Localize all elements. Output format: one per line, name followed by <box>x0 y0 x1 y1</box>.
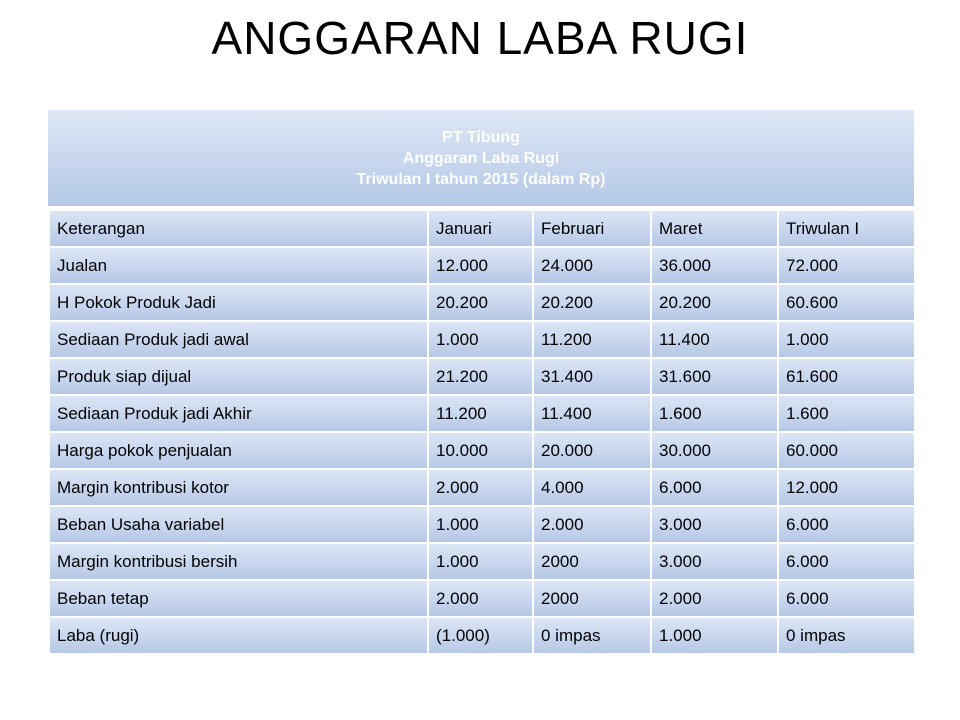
cell-januari: 1.000 <box>428 321 533 358</box>
cell-februari: 11.200 <box>533 321 651 358</box>
cell-triwulan: 60.000 <box>778 432 915 469</box>
cell-triwulan: 6.000 <box>778 543 915 580</box>
table-body <box>49 210 915 654</box>
cell-januari: (1.000) <box>428 617 533 654</box>
cell-februari: 24.000 <box>533 247 651 284</box>
cell-januari: 2.000 <box>428 469 533 506</box>
table-row <box>49 432 915 469</box>
cell-maret: 31.600 <box>651 358 778 395</box>
column-header-februari: Februari <box>533 210 651 247</box>
cell-januari: 10.000 <box>428 432 533 469</box>
cell-januari: 12.000 <box>428 247 533 284</box>
cell-januari: 21.200 <box>428 358 533 395</box>
cell-maret: 20.200 <box>651 284 778 321</box>
table-row <box>49 395 915 432</box>
income-budget-table <box>48 110 914 655</box>
table-row <box>49 469 915 506</box>
cell-maret: 3.000 <box>651 506 778 543</box>
cell-triwulan: 60.600 <box>778 284 915 321</box>
cell-keterangan: Margin kontribusi bersih <box>49 543 428 580</box>
cell-triwulan: 6.000 <box>778 506 915 543</box>
company-name: PT Tibung <box>442 128 520 146</box>
cell-triwulan: 1.000 <box>778 321 915 358</box>
cell-maret: 6.000 <box>651 469 778 506</box>
cell-keterangan: Laba (rugi) <box>49 617 428 654</box>
cell-triwulan: 1.600 <box>778 395 915 432</box>
cell-februari: 4.000 <box>533 469 651 506</box>
table-row <box>49 543 915 580</box>
cell-keterangan: Beban Usaha variabel <box>49 506 428 543</box>
column-header-row <box>49 210 915 247</box>
table-row <box>49 284 915 321</box>
cell-januari: 2.000 <box>428 580 533 617</box>
cell-maret: 36.000 <box>651 247 778 284</box>
cell-triwulan: 61.600 <box>778 358 915 395</box>
table-header <box>48 110 914 209</box>
cell-maret: 11.400 <box>651 321 778 358</box>
cell-februari: 20.000 <box>533 432 651 469</box>
cell-keterangan: Margin kontribusi kotor <box>49 469 428 506</box>
data-table <box>48 209 916 655</box>
cell-februari: 0 impas <box>533 617 651 654</box>
cell-februari: 20.200 <box>533 284 651 321</box>
cell-maret: 1.000 <box>651 617 778 654</box>
cell-triwulan: 6.000 <box>778 580 915 617</box>
cell-januari: 1.000 <box>428 543 533 580</box>
cell-keterangan: H Pokok Produk Jadi <box>49 284 428 321</box>
table-row <box>49 506 915 543</box>
table-row <box>49 358 915 395</box>
report-name: Anggaran Laba Rugi <box>402 149 560 167</box>
cell-januari: 1.000 <box>428 506 533 543</box>
cell-keterangan: Beban tetap <box>49 580 428 617</box>
cell-keterangan: Harga pokok penjualan <box>49 432 428 469</box>
cell-keterangan: Produk siap dijual <box>49 358 428 395</box>
cell-januari: 11.200 <box>428 395 533 432</box>
cell-keterangan: Sediaan Produk jadi awal <box>49 321 428 358</box>
cell-februari: 2000 <box>533 580 651 617</box>
cell-triwulan: 12.000 <box>778 469 915 506</box>
report-period: Triwulan I tahun 2015 (dalam Rp) <box>356 170 606 188</box>
cell-februari: 2.000 <box>533 506 651 543</box>
column-header-januari: Januari <box>428 210 533 247</box>
cell-triwulan: 0 impas <box>778 617 915 654</box>
cell-keterangan: Sediaan Produk jadi Akhir <box>49 395 428 432</box>
cell-januari: 20.200 <box>428 284 533 321</box>
cell-maret: 3.000 <box>651 543 778 580</box>
table-row <box>49 617 915 654</box>
cell-februari: 2000 <box>533 543 651 580</box>
cell-triwulan: 72.000 <box>778 247 915 284</box>
cell-maret: 2.000 <box>651 580 778 617</box>
table-row <box>49 580 915 617</box>
column-header-keterangan: Keterangan <box>49 210 428 247</box>
column-header-triwulan: Triwulan I <box>778 210 915 247</box>
cell-maret: 1.600 <box>651 395 778 432</box>
cell-februari: 11.400 <box>533 395 651 432</box>
cell-februari: 31.400 <box>533 358 651 395</box>
column-header-maret: Maret <box>651 210 778 247</box>
table-row <box>49 321 915 358</box>
slide-title: ANGGARAN LABA RUGI <box>211 12 749 64</box>
cell-keterangan: Jualan <box>49 247 428 284</box>
table-row <box>49 247 915 284</box>
cell-maret: 30.000 <box>651 432 778 469</box>
